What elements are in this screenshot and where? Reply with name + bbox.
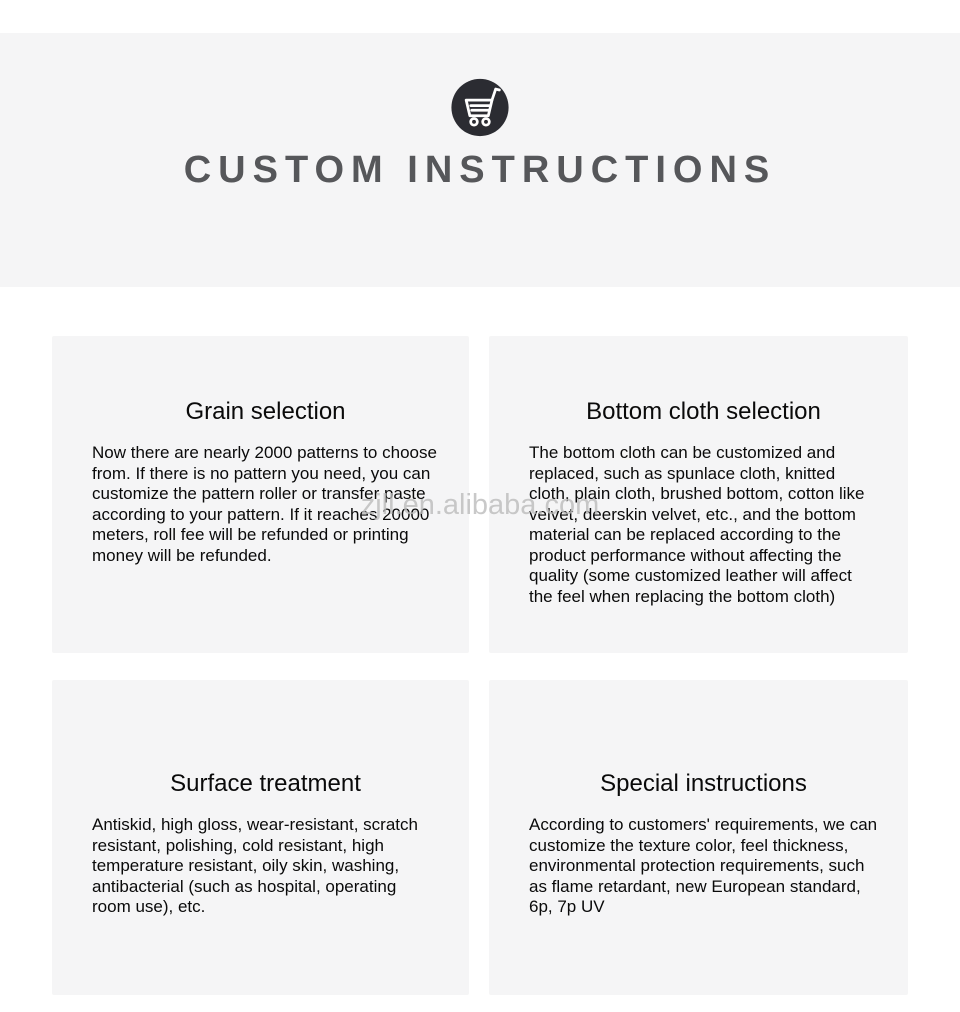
cards-grid: [52, 336, 908, 995]
shopping-cart-icon: [451, 78, 510, 137]
card-title: Special instructions: [600, 770, 807, 797]
page-title: CUSTOM INSTRUCTIONS: [183, 149, 777, 191]
card-title: Surface treatment: [170, 770, 361, 797]
card-bottom-cloth-selection: [489, 336, 908, 653]
card-body: The bottom cloth can be customized and replaced, such as spunlace cloth, knitted cloth, plain cloth, brushed bottom, cotton like velvet, deerskin velvet, etc., and the bottom material can be replaced according to the product performance without affecting the quality (some customized leather will affect the feel when replacing the bottom cloth): [529, 443, 865, 606]
card-special-instructions: [489, 680, 908, 995]
card-surface-treatment: [52, 680, 469, 995]
card-body: Now there are nearly 2000 patterns to choose from. If there is no pattern you need, you can customize the pattern roller or transfer paste according to your pattern. If it reaches 20000 meters, roll fee will be refunded or printing money will be refunded.: [92, 443, 437, 565]
card-body: According to customers' requirements, we can customize the texture color, feel thickness, environmental protection requirements, such as flame retardant, new European standard, 6p, 7p UV: [529, 815, 878, 916]
card-grain-selection: [52, 336, 469, 653]
card-title: Grain selection: [185, 398, 346, 425]
card-body: Antiskid, high gloss, wear-resistant, scratch resistant, polishing, cold resistant, high temperature resistant, oily skin, washing, antibacterial (such as hospital, operating room use), etc.: [92, 815, 418, 916]
watermark-text: zjll.en.alibaba.com: [360, 489, 600, 521]
header-banner: [0, 33, 960, 287]
card-title: Bottom cloth selection: [586, 398, 821, 425]
